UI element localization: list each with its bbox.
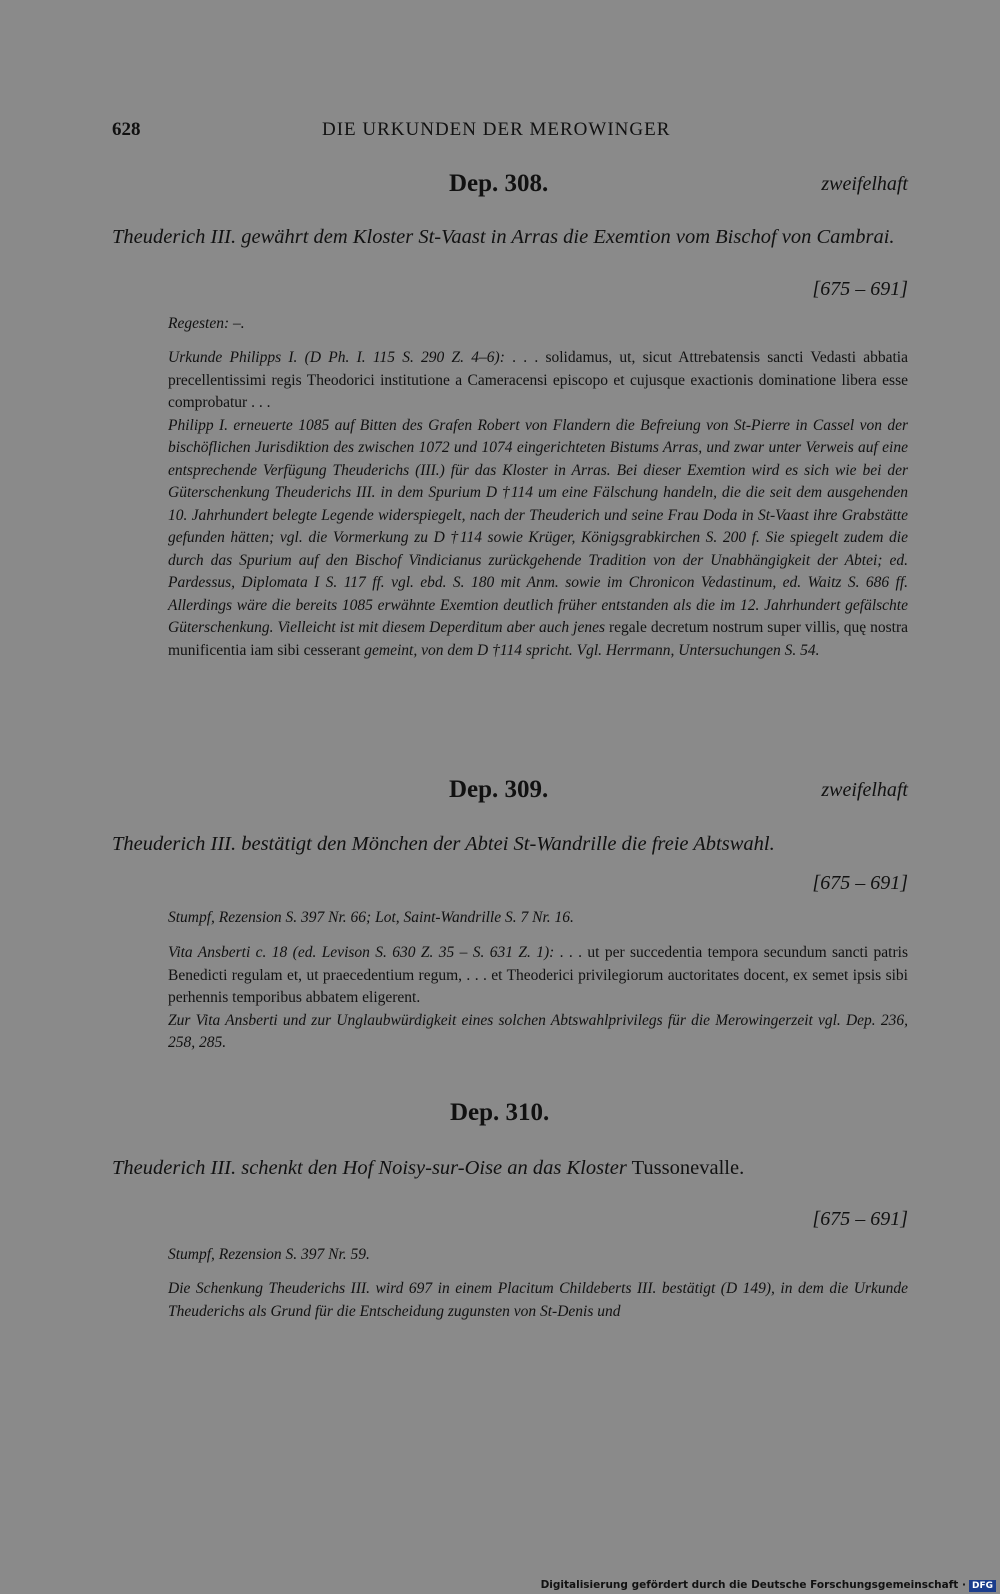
entry-310-regesten: Stumpf, Rezension S. 397 Nr. 59.: [168, 1246, 370, 1263]
entry-308-qualifier: zweifelhaft: [821, 173, 908, 195]
entry-310-summary-roman: Tussonevalle.: [626, 1157, 745, 1179]
entry-309-comment: Zur Vita Ansberti und zur Unglaubwürdigkeit eines solchen Abtswahlprivilegs für die Merowingerzeit vgl. Dep. 236, 258, 285.: [168, 1011, 908, 1051]
entry-309-body: [168, 942, 908, 1055]
footer-credit-text: Digitalisierung gefördert durch die Deutsche Forschungsgemeinschaft ·: [540, 1579, 966, 1591]
entry-310-date: [675 – 691]: [812, 1208, 908, 1230]
entry-309-regesten: Stumpf, Rezension S. 397 Nr. 66; Lot, Saint-Wandrille S. 7 Nr. 16.: [168, 909, 574, 926]
entry-310-summary: [112, 1155, 907, 1181]
entry-310-title: Dep. 310.: [450, 1099, 550, 1126]
entry-308-source-ref: Urkunde Philipps I. (D Ph. I. 115 S. 290 Z. 4–6):: [168, 349, 505, 366]
entry-309-source-ref: Vita Ansberti c. 18 (ed. Levison S. 630 Z. 35 – S. 631 Z. 1):: [168, 944, 555, 961]
running-title: DIE URKUNDEN DER MEROWINGER: [322, 119, 671, 140]
footer-credit: [541, 1579, 996, 1592]
entry-308-comment: [168, 415, 908, 663]
entry-308-comment-1: Philipp I. erneuerte 1085 auf Bitten des Grafen Robert von Flandern die Befreiung von St-Pierre in Cassel von der bischöflichen Jurisdiktion des zwischen 1072 und 1074 eingerichteten Bistums Arras, und zwar unter Verweis auf eine entsprechende Verfügung Theuderichs (III.) für das Kloster in Arras. Bei dieser Exemtion wird es sich wie bei der Güterschenkung Theuderichs III. in dem Spurium D †114 um eine Fälschung handeln, die die seit dem ausgehenden 10. Jahrhundert belegte Legende widerspiegelt, nach der Theuderich und seine Frau Doda in St-Vaast ihre Grabstätte gefunden hätten; vgl. die Vormerkung zu D †114 sowie Krüger, Königsgrabkirchen S. 200 f. Sie spiegelt zudem die durch das Spurium auf den Bischof Vindicianus zurückgehende Tradition von der Unabhängigkeit der Abtei; ed. Pardessus, Diplomata I S. 117 ff. vgl. ebd. S. 180 mit Anm. sowie im Chronicon Vedastinum, ed. Waitz S. 686 ff. Allerdings wäre die bereits 1085 erwähnte Exemtion deutlich früher entstanden als die im 12. Jahrhundert gefälschte Güterschenkung. Vielleicht ist mit diesem Deperditum aber auch jenes: [168, 416, 908, 636]
entry-308-regesten: Regesten: –.: [168, 315, 245, 332]
entry-308-source: [168, 347, 908, 415]
entry-309-quote: . . . ut per succedentia tempora secundum sancti patris Benedicti regulam et, ut praecedentium regum, . . . et Theoderici privilegiorum auctoritates docent, ex semet ipsis sibi perhennis temporibus abbatem eligerent.: [168, 944, 908, 1006]
entry-309-qualifier: zweifelhaft: [821, 779, 908, 801]
entry-308-comment-quote: regale decretum nostrum super villis, quę nostra munificentia iam sibi cesserant: [168, 619, 908, 659]
entry-308-summary: Theuderich III. gewährt dem Kloster St-Vaast in Arras die Exemtion vom Bischof von Cambrai.: [112, 226, 895, 248]
entry-309-date: [675 – 691]: [812, 872, 908, 894]
entry-308-date: [675 – 691]: [812, 278, 908, 300]
entry-309-title: Dep. 309.: [449, 776, 549, 803]
entry-308-quote: . . . solidamus, ut, sicut Attrebatensis sancti Vedasti abbatia precellentissimi regis Theodorici institutione a Cameracensi episcopo et cujusque exactionis dominatione libera esse comprobatur . . .: [168, 349, 908, 411]
page-number: 628: [112, 119, 141, 140]
entry-309-source: [168, 942, 908, 1010]
entry-308-title: Dep. 308.: [449, 170, 549, 197]
dfg-logo: DFG: [969, 1580, 996, 1592]
entry-309-summary: Theuderich III. bestätigt den Mönchen der Abtei St-Wandrille die freie Abtswahl.: [112, 833, 775, 855]
entry-310-summary-italic: Theuderich III. schenkt den Hof Noisy-sur-Oise an das Kloster: [112, 1157, 627, 1179]
entry-308-body: [168, 347, 908, 662]
entry-308-comment-2: gemeint, von dem D †114 spricht. Vgl. Herrmann, Untersuchungen S. 54.: [364, 641, 820, 659]
entry-310-comment: Die Schenkung Theuderichs III. wird 697 in einem Placitum Childeberts III. bestätigt (D 149), in dem die Urkunde Theuderichs als Grund für die Entscheidung zugunsten von St-Denis und: [168, 1280, 908, 1320]
